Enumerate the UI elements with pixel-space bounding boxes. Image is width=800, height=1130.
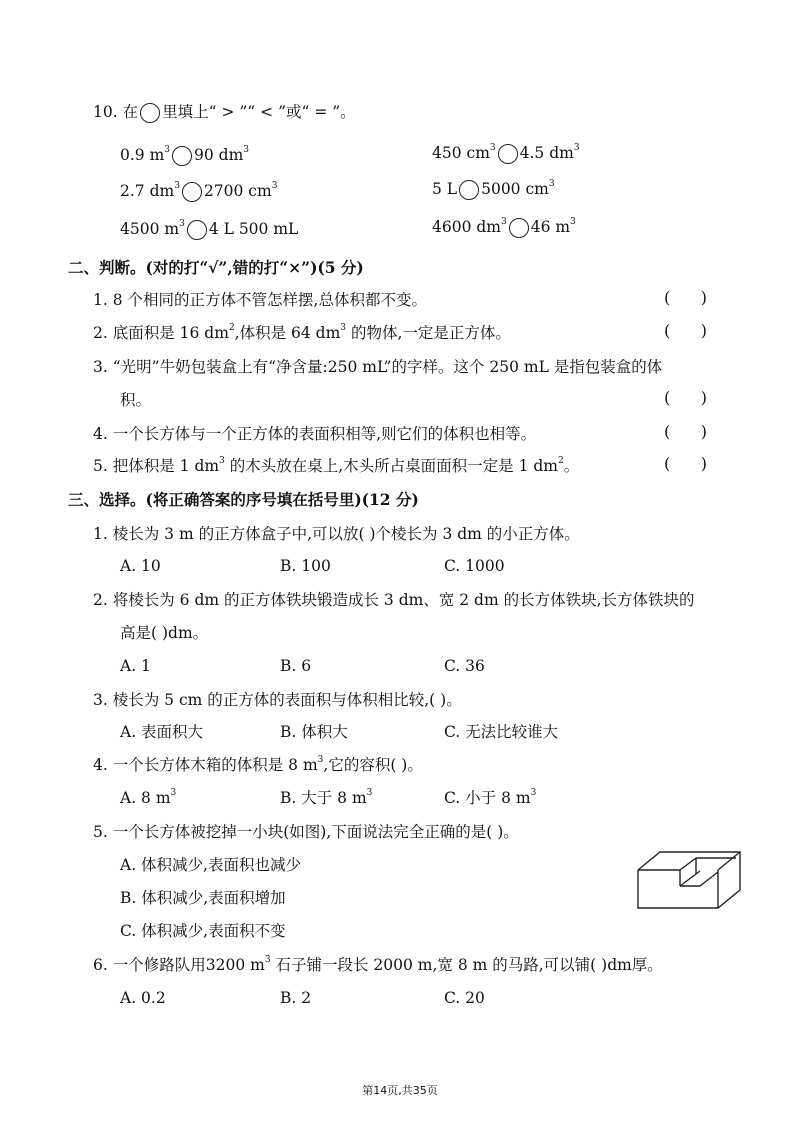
cuboid-figure	[636, 848, 744, 912]
q10-row1-right: 450 $cm^3$ 4.5 $dm^3$	[432, 143, 580, 162]
judge-item-3: 3. “光明”牛奶包装盒上有“净含量:250 mL”的字样。这个 250 mL 是指包装盒的体	[93, 358, 663, 376]
q5-option-a[interactable]: A. 体积减少,表面积也减少	[120, 856, 301, 874]
compare-circle[interactable]	[459, 180, 479, 200]
q1-option-a[interactable]: A. 10	[120, 557, 161, 575]
q10-row1-left: 0.9 $m^3$ 90 $dm^3$	[120, 145, 250, 164]
answer-paren[interactable]: ( )	[664, 422, 707, 441]
q5-option-c[interactable]: C. 体积减少,表面积不变	[120, 922, 286, 940]
q10-prompt: 10. 在 里填上“ > ”“ < ”或“ = ”。	[93, 103, 356, 121]
q1-option-c[interactable]: C. 1000	[444, 557, 505, 575]
choice-q2: 2. 将棱长为 6 dm 的正方体铁块锻造成长 3 dm、宽 2 dm 的长方体铁块,长方体铁块的	[93, 591, 695, 609]
q10-row3-left: 4500 $m^3$ 4 L 500 mL	[120, 219, 299, 238]
compare-circle[interactable]	[182, 182, 202, 202]
compare-circle[interactable]	[187, 220, 207, 240]
choice-q6: 6. 一个修路队用3200 $m^3$ 石子铺一段长 2000 m,宽 8 m 的马路,可以铺( )dm厚。	[93, 955, 663, 974]
q3-option-b[interactable]: B. 体积大	[280, 723, 348, 741]
q4-option-c[interactable]: C. 小于 8 $m^3$	[444, 788, 537, 807]
q2-option-c[interactable]: C. 36	[444, 657, 485, 675]
judge-item-2: 2. 底面积是 16 $dm^2$,体积是 64 $dm^3$ 的物体,一定是正方体。	[93, 323, 511, 342]
q3-option-a[interactable]: A. 表面积大	[120, 723, 204, 741]
q10-row3-right: 4600 $dm^3$ 46 $m^3$	[432, 217, 576, 236]
q2-option-b[interactable]: B. 6	[280, 657, 312, 675]
judge-item-1: 1. 8 个相同的正方体不管怎样摆,总体积都不变。	[93, 291, 427, 309]
choice-q1: 1. 棱长为 3 m 的正方体盒子中,可以放( )个棱长为 3 dm 的小正方体。	[93, 525, 580, 543]
choice-q3: 3. 棱长为 5 cm 的正方体的表面积与体积相比较,( )。	[93, 691, 462, 709]
answer-paren[interactable]: ( )	[664, 388, 707, 407]
page-number: 第14页,共35页	[362, 1084, 438, 1097]
compare-circle[interactable]	[498, 144, 518, 164]
q10-row2-left: 2.7 $dm^3$ 2700 $cm^3$	[120, 181, 278, 200]
q6-option-a[interactable]: A. 0.2	[120, 989, 166, 1007]
q2-option-a[interactable]: A. 1	[120, 657, 151, 675]
q5-option-b[interactable]: B. 体积减少,表面积增加	[120, 889, 286, 907]
answer-paren[interactable]: ( )	[664, 288, 707, 307]
judge-item-3-cont: 积。	[120, 391, 152, 409]
q6-option-c[interactable]: C. 20	[444, 989, 485, 1007]
q4-option-b[interactable]: B. 大于 8 $m^3$	[280, 788, 373, 807]
compare-circle[interactable]	[172, 146, 192, 166]
q1-option-b[interactable]: B. 100	[280, 557, 331, 575]
compare-circle[interactable]	[140, 103, 160, 123]
judge-item-4: 4. 一个长方体与一个正方体的表面积相等,则它们的体积也相等。	[93, 425, 537, 443]
choice-q4: 4. 一个长方体木箱的体积是 8 $m^3$,它的容积( )。	[93, 755, 423, 774]
q3-option-c[interactable]: C. 无法比较谁大	[444, 723, 559, 741]
answer-paren[interactable]: ( )	[664, 321, 707, 340]
section3-title: 三、选择。(将正确答案的序号填在括号里)(12 分)	[68, 490, 419, 509]
judge-item-5: 5. 把体积是 1 $dm^3$ 的木头放在桌上,木头所占桌面面积一定是 1 $dm^2$。	[93, 456, 580, 475]
section2-title: 二、判断。(对的打“√”,错的打“×”)(5 分)	[68, 258, 364, 277]
answer-paren[interactable]: ( )	[664, 454, 707, 473]
q4-option-a[interactable]: A. 8 $m^3$	[120, 788, 177, 807]
compare-circle[interactable]	[509, 218, 529, 238]
q6-option-b[interactable]: B. 2	[280, 989, 312, 1007]
q10-row2-right: 5 L 5000 $cm^3$	[432, 179, 555, 198]
choice-q2-cont: 高是( )dm。	[120, 624, 209, 642]
choice-q5: 5. 一个长方体被挖掉一小块(如图),下面说法完全正确的是( )。	[93, 823, 519, 841]
